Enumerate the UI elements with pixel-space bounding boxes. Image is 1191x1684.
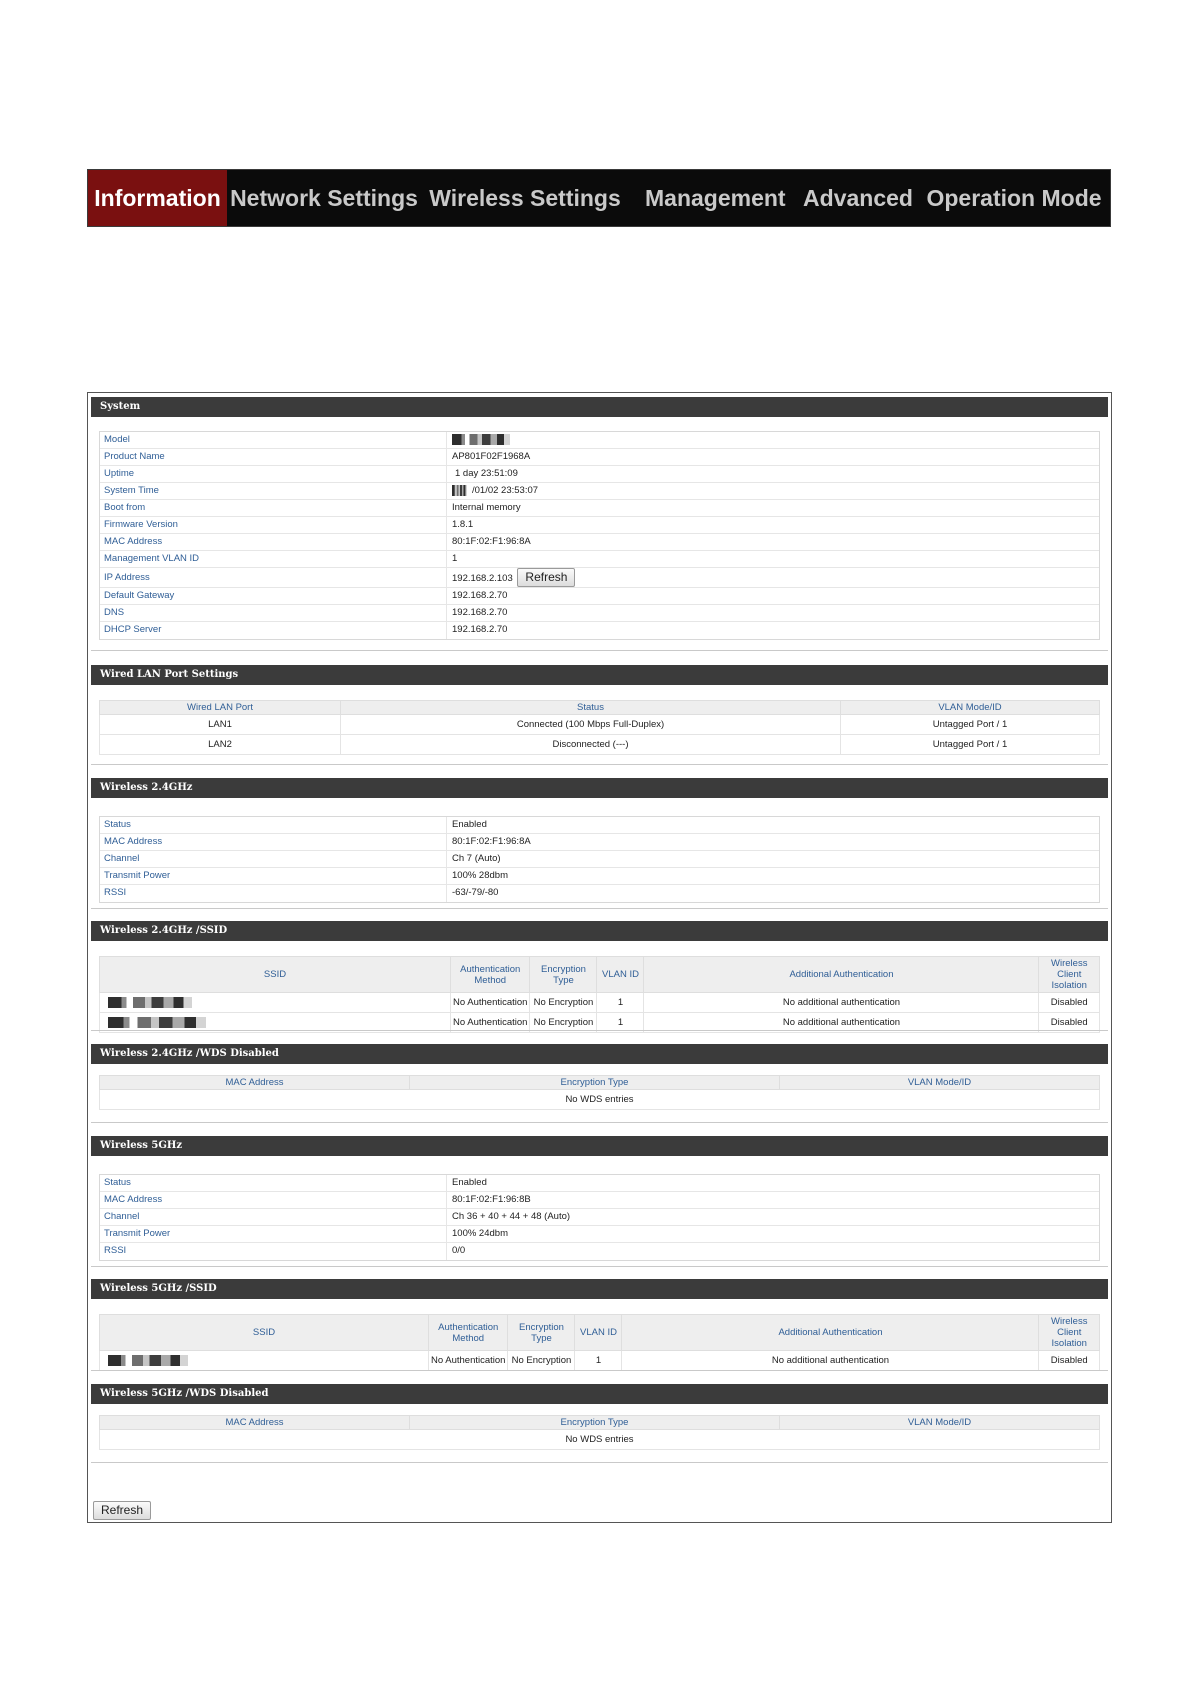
table-row [100, 1090, 1100, 1110]
row-label: Default Gateway [104, 590, 175, 601]
row-label: Transmit Power [104, 870, 171, 881]
cell: Disabled [1039, 1013, 1100, 1033]
cell: Untagged Port / 1 [841, 715, 1100, 735]
w5-row-channel [100, 1209, 1099, 1226]
ip-refresh-button[interactable]: Refresh [517, 568, 575, 587]
refresh-button[interactable]: Refresh [93, 1501, 151, 1520]
wireless-5-table [99, 1174, 1100, 1261]
row-label: Management VLAN ID [104, 553, 200, 564]
col-encryption-type: Encryption Type [410, 1076, 780, 1090]
wireless-24-ssid-table [99, 956, 1100, 1033]
row-value: 192.168.2.70 [452, 607, 508, 618]
ip-address-text: 192.168.2.103 [452, 573, 513, 584]
cell: No additional authentication [644, 993, 1039, 1013]
cell: LAN2 [100, 735, 341, 755]
row-value: 0/0 [452, 1245, 466, 1256]
system-row-dns [100, 605, 1099, 622]
system-row-boot-from [100, 500, 1099, 517]
col-vlan-id: VLAN ID [575, 1315, 622, 1351]
w5-row-mac-address [100, 1192, 1099, 1209]
col-status: Status [341, 701, 841, 715]
tab-information[interactable]: Information [88, 170, 227, 226]
system-row-firmware-version [100, 517, 1099, 534]
divider [91, 764, 1108, 765]
redacted-image [452, 434, 510, 445]
col-authentication-method: Authentication Method [429, 1315, 508, 1351]
cell: No Authentication [429, 1351, 508, 1371]
wired-lan-table [99, 700, 1100, 755]
row-label: Channel [104, 853, 140, 864]
row-label: Transmit Power [104, 1228, 171, 1239]
system-row-model [100, 432, 1099, 449]
cell: No additional authentication [622, 1351, 1039, 1371]
top-navigation [87, 169, 1111, 227]
col-mac-address: MAC Address [100, 1076, 410, 1090]
wireless-5-wds-table [99, 1415, 1100, 1450]
cell: LAN1 [100, 715, 341, 735]
row-label: MAC Address [104, 836, 163, 847]
system-row-ip-address [100, 568, 1099, 588]
empty-message: No WDS entries [100, 1090, 1100, 1110]
col-vlan-id: VLAN ID [597, 957, 644, 993]
system-row-product-name [100, 449, 1099, 466]
row-label: Product Name [104, 451, 165, 462]
row-value: 80:1F:02:F1:96:8B [452, 1194, 531, 1205]
row-value: Ch 36 + 40 + 44 + 48 (Auto) [452, 1211, 571, 1222]
divider [91, 650, 1108, 651]
ssid-cell-redacted [100, 1351, 429, 1371]
divider [91, 1266, 1108, 1267]
cell: Connected (100 Mbps Full-Duplex) [341, 715, 841, 735]
system-section-header: System [91, 397, 1108, 417]
divider [91, 1370, 1108, 1371]
col-vlan-mode: VLAN Mode/ID [841, 701, 1100, 715]
tab-network-settings[interactable]: Network Settings [230, 185, 418, 211]
row-value [452, 483, 538, 499]
model-value-redacted [452, 432, 510, 448]
col-wireless-client-isolation: Wireless Client Isolation [1039, 1315, 1100, 1351]
information-panel [87, 392, 1112, 1523]
empty-message: No WDS entries [100, 1430, 1100, 1450]
row-value: AP801F02F1968A [452, 451, 531, 462]
row-value [452, 568, 575, 588]
wireless-5-section-header: Wireless 5GHz [91, 1136, 1108, 1156]
col-encryption-type: Encryption Type [410, 1416, 780, 1430]
col-additional-authentication: Additional Authentication [622, 1315, 1039, 1351]
col-vlan-mode: VLAN Mode/ID [780, 1416, 1100, 1430]
redacted-image [108, 997, 192, 1008]
tab-wireless-settings[interactable]: Wireless Settings [429, 185, 621, 211]
system-time-text: /01/02 23:53:07 [472, 485, 539, 496]
row-label: System Time [104, 485, 159, 496]
wireless-24-wds-section-header: Wireless 2.4GHz /WDS Disabled [91, 1044, 1108, 1064]
cell: No Encryption [530, 1013, 597, 1033]
w24-row-transmit-power [100, 868, 1099, 885]
wireless-5-ssid-section-header: Wireless 5GHz /SSID [91, 1279, 1108, 1299]
redacted-image [108, 1355, 188, 1366]
table-row [100, 993, 1100, 1013]
redacted-image [452, 485, 467, 496]
cell: 1 [597, 1013, 644, 1033]
col-vlan-mode: VLAN Mode/ID [780, 1076, 1100, 1090]
system-table [99, 431, 1100, 640]
cell: No Encryption [508, 1351, 575, 1371]
system-row-system-time [100, 483, 1099, 500]
cell: No Authentication [451, 993, 530, 1013]
wireless-5-wds-section-header: Wireless 5GHz /WDS Disabled [91, 1384, 1108, 1404]
col-ssid: SSID [100, 957, 451, 993]
cell: Disconnected (---) [341, 735, 841, 755]
wired-lan-section-header: Wired LAN Port Settings [91, 665, 1108, 685]
col-wired-lan-port: Wired LAN Port [100, 701, 341, 715]
w24-row-status [100, 817, 1099, 834]
row-label: DHCP Server [104, 624, 162, 635]
w5-row-transmit-power [100, 1226, 1099, 1243]
row-value: Enabled [452, 819, 487, 830]
col-ssid: SSID [100, 1315, 429, 1351]
divider [91, 1030, 1108, 1031]
row-value: Ch 7 (Auto) [452, 853, 501, 864]
cell: 1 [597, 993, 644, 1013]
cell: Disabled [1039, 993, 1100, 1013]
col-encryption-type: Encryption Type [508, 1315, 575, 1351]
cell: No Encryption [530, 993, 597, 1013]
row-label: Channel [104, 1211, 140, 1222]
w24-row-mac-address [100, 834, 1099, 851]
col-encryption-type: Encryption Type [530, 957, 597, 993]
row-value: 1.8.1 [452, 519, 474, 530]
row-value: 1 [452, 553, 458, 564]
tab-management[interactable]: Management [645, 185, 786, 211]
system-row-default-gateway [100, 588, 1099, 605]
row-value: Internal memory [452, 502, 521, 513]
table-row [100, 1430, 1100, 1450]
row-value: 100% 24dbm [452, 1228, 508, 1239]
row-label: IP Address [104, 572, 150, 583]
cell: Untagged Port / 1 [841, 735, 1100, 755]
row-label: Boot from [104, 502, 146, 513]
wireless-5-ssid-table [99, 1314, 1100, 1371]
w5-row-rssi [100, 1243, 1099, 1260]
w5-row-status [100, 1175, 1099, 1192]
row-value: 192.168.2.70 [452, 624, 508, 635]
row-label: Status [104, 1177, 131, 1188]
col-additional-authentication: Additional Authentication [644, 957, 1039, 993]
cell: No Authentication [451, 1013, 530, 1033]
col-authentication-method: Authentication Method [451, 957, 530, 993]
system-row-mac-address [100, 534, 1099, 551]
wireless-24-table [99, 816, 1100, 903]
row-value: 192.168.2.70 [452, 590, 508, 601]
row-label: MAC Address [104, 1194, 163, 1205]
row-label: DNS [104, 607, 125, 618]
row-label: Model [104, 434, 130, 445]
ssid-cell-redacted [100, 993, 451, 1013]
divider [91, 1122, 1108, 1123]
divider [91, 1462, 1108, 1463]
wireless-24-ssid-section-header: Wireless 2.4GHz /SSID [91, 921, 1108, 941]
system-row-uptime [100, 466, 1099, 483]
tab-operation-mode[interactable]: Operation Mode [926, 185, 1102, 211]
row-label: Status [104, 819, 131, 830]
w24-row-channel [100, 851, 1099, 868]
cell: 1 [575, 1351, 622, 1371]
table-row [100, 715, 1100, 735]
system-row-dhcp-server [100, 622, 1099, 639]
row-value: -63/-79/-80 [452, 887, 499, 898]
row-label: RSSI [104, 887, 127, 898]
divider [91, 908, 1108, 909]
row-label: MAC Address [104, 536, 163, 547]
system-row-management-vlan-id [100, 551, 1099, 568]
row-label: Uptime [104, 468, 135, 479]
row-value: 80:1F:02:F1:96:8A [452, 836, 531, 847]
w24-row-rssi [100, 885, 1099, 902]
row-value: Enabled [452, 1177, 487, 1188]
col-mac-address: MAC Address [100, 1416, 410, 1430]
tab-advanced[interactable]: Advanced [803, 185, 913, 211]
wireless-24-section-header: Wireless 2.4GHz [91, 778, 1108, 798]
row-label: RSSI [104, 1245, 127, 1256]
row-value: 100% 28dbm [452, 870, 508, 881]
wireless-24-wds-table [99, 1075, 1100, 1110]
redacted-image [108, 1017, 206, 1028]
cell: No additional authentication [644, 1013, 1039, 1033]
cell: Disabled [1039, 1351, 1100, 1371]
table-row [100, 1351, 1100, 1371]
row-label: Firmware Version [104, 519, 178, 530]
row-value: 1 day 23:51:09 [455, 468, 518, 479]
row-value: 80:1F:02:F1:96:8A [452, 536, 531, 547]
col-wireless-client-isolation: Wireless Client Isolation [1039, 957, 1100, 993]
table-row [100, 735, 1100, 755]
